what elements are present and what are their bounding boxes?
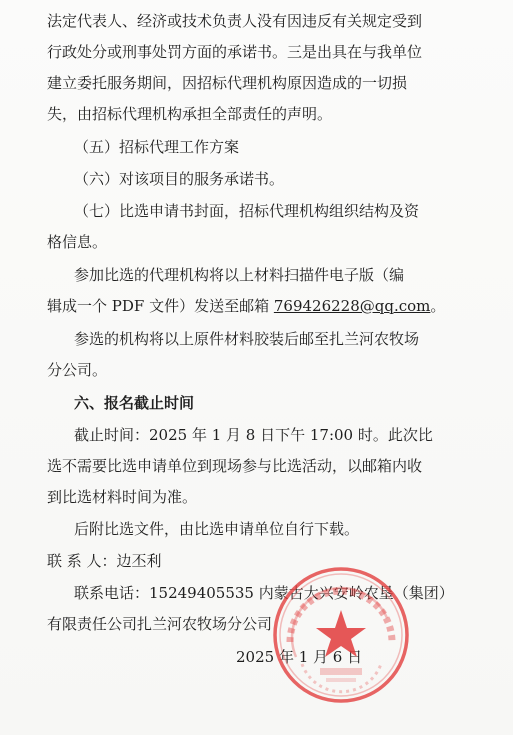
text-line: 截止时间：2025 年 1 月 8 日下午 17:00 时。此次比 [74,426,433,444]
text-line [47,297,445,315]
text-line: 有限责任公司扎兰河农牧场分公司 [47,615,273,633]
text-line: 参加比选的代理机构将以上材料扫描件电子版（编 [74,266,405,284]
text-span: 辑成一个 PDF 文件）发送至邮箱 [47,297,270,315]
text-line: （六）对该项目的服务承诺书。 [74,170,285,188]
text-line: 失，由招标代理机构承担全部责任的声明。 [47,105,333,123]
text-span: 。 [430,297,446,315]
email-address: 769426228@qq.com [273,297,431,315]
date-line: 2025 年 1 月 6 日 [236,648,363,666]
text-line: 参选的机构将以上原件材料胶装后邮至扎兰河农牧场 [74,330,420,348]
text-line: 建立委托服务期间，因招标代理机构原因造成的一切损 [47,74,408,92]
official-seal [266,560,416,710]
text-line: 联系电话：15249405535 内蒙古大兴安岭农垦（集团） [74,584,454,602]
text-line: （七）比选申请书封面，招标代理机构组织结构及资 [74,202,420,220]
text-line: 联 系 人：边丕利 [47,552,162,570]
text-line: 法定代表人、经济或技术负责人没有因违反有关规定受到 [47,12,423,30]
text-line: 选不需要比选申请单位到现场参与比选活动，以邮箱内收 [47,457,423,475]
text-line: 行政处分或刑事处罚方面的承诺书。三是出具在与我单位 [47,43,423,61]
text-line: （五）招标代理工作方案 [74,138,240,156]
text-line: 到比选材料时间为准。 [47,488,198,506]
section-heading: 六、报名截止时间 [74,394,195,412]
text-line: 后附比选文件，由比选申请单位自行下载。 [74,520,360,538]
text-line: 分公司。 [47,361,108,379]
text-line: 格信息。 [47,233,108,251]
